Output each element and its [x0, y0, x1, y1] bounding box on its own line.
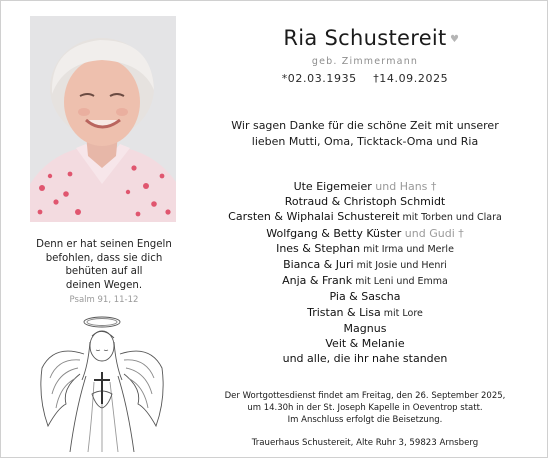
mourner-row — [190, 336, 540, 351]
mourner-name: Ines & Stephan — [276, 241, 361, 255]
angel-illustration — [36, 308, 168, 452]
service-line: Im Anschluss erfolgt die Beisetzung. — [287, 415, 443, 426]
service-info — [190, 390, 540, 427]
quote-line: Denn er hat seinen Engeln — [36, 239, 172, 250]
mourner-name: Anja & Frank — [282, 274, 353, 288]
mourner-row — [190, 273, 540, 289]
maiden-name: geb. Zimmermann — [311, 56, 419, 67]
thanks-line: lieben Mutti, Oma, Ticktack-Oma und Ria — [251, 134, 479, 148]
mourner-row — [190, 351, 540, 366]
thanks-message — [190, 118, 540, 149]
heart-icon: ♥ — [450, 34, 459, 45]
quote-line: befohlen, dass sie dich — [45, 252, 163, 264]
deceased-name: Ria Schustereit — [283, 26, 447, 50]
mourner-extra: mit Torben und Clara — [399, 212, 502, 224]
mourner-extra: mit Josie und Henri — [353, 260, 447, 272]
mourner-name: Magnus — [343, 321, 387, 335]
mourners-list — [190, 179, 540, 366]
mourner-row — [190, 209, 540, 225]
psalm-quote — [22, 238, 186, 308]
service-line: um 14.30h in der St. Joseph Kapelle in Oeventrop statt. — [247, 403, 483, 414]
service-line: Der Wortgottesdienst findet am Freitag, den 26. September 2025, — [224, 391, 506, 401]
mourner-name: und alle, die ihr nahe standen — [282, 352, 448, 366]
mourner-extra: mit Irma und Merle — [360, 243, 454, 255]
birth-date: *02.03.1935 — [281, 72, 357, 85]
mourner-name: Veit & Melanie — [325, 337, 405, 351]
mourner-name: Pia & Sascha — [329, 290, 401, 304]
mourner-row — [190, 321, 540, 336]
quote-line: behüten auf all — [65, 266, 143, 278]
funeral-home-address: Trauerhaus Schustereit, Alte Ruhr 3, 59823 Arnsberg — [251, 438, 479, 448]
portrait-photo — [30, 16, 176, 222]
mourner-name: Wolfgang & Betty Küster — [266, 226, 402, 240]
quote-line: deinen Wegen. — [65, 279, 143, 291]
mourner-name: Tristan & Lisa — [307, 305, 381, 319]
mourner-row — [190, 241, 540, 257]
mourner-row — [190, 179, 540, 194]
mourner-name: Rotraud & Christoph Schmidt — [284, 195, 446, 209]
death-date: †14.09.2025 — [373, 72, 449, 85]
mourner-row — [190, 226, 540, 241]
mourner-name: Ute Eigemeier — [293, 180, 372, 193]
mourner-name: Carsten & Wiphalai Schustereit — [228, 210, 400, 224]
mourner-extra: mit Leni und Emma — [352, 276, 448, 288]
mourner-name: Bianca & Juri — [283, 258, 354, 272]
quote-source: Psalm 91, 11-12 — [69, 295, 139, 306]
mourner-row — [190, 257, 540, 273]
mourner-row — [190, 194, 540, 209]
mourner-row — [190, 289, 540, 304]
mourner-extra: mit Lore — [380, 307, 423, 319]
life-dates — [190, 72, 540, 85]
mourner-extra: und Hans † — [371, 180, 437, 193]
mourner-row — [190, 305, 540, 321]
mourner-extra: und Gudi † — [401, 226, 464, 240]
thanks-line: Wir sagen Danke für die schöne Zeit mit unserer — [231, 119, 499, 132]
